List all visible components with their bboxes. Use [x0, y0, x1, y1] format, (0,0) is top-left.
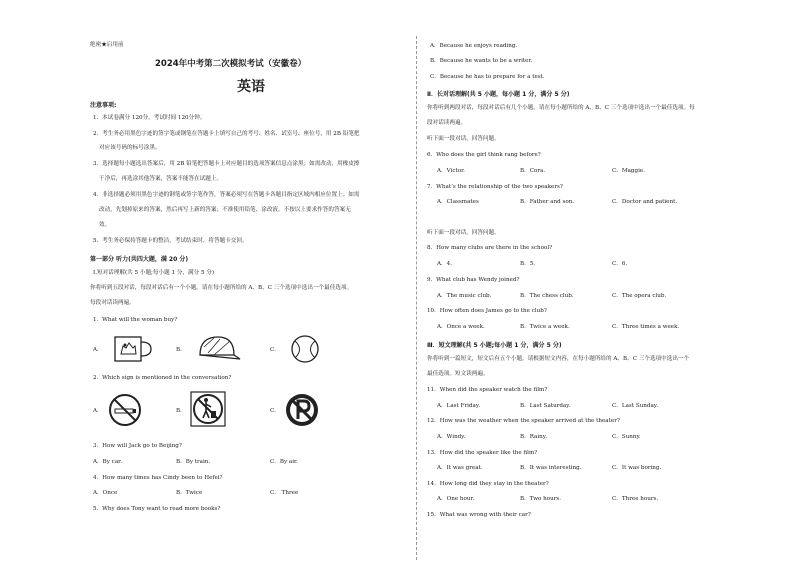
- no-smoking-icon: [108, 393, 142, 427]
- question-10-option-a[interactable]: A．Once a week.: [437, 324, 485, 330]
- note-line: 1．本试卷满分 120分，考试时间 120分钟。: [93, 115, 206, 121]
- question-10-option-c[interactable]: C．Three times a week.: [612, 324, 680, 330]
- question-15-stem: 15．What was wrong with their car?: [427, 512, 531, 518]
- question-4-option-a[interactable]: A．Once: [93, 490, 118, 496]
- question-1-option-c[interactable]: C．: [270, 347, 280, 353]
- question-5-option-b[interactable]: B．Because he wants to be a writer.: [430, 58, 533, 64]
- question-7-option-b[interactable]: B．Father and son.: [520, 199, 575, 205]
- section1-heading: Ⅰ.短对话理解(共 5 小题;每小题 1 分，满分 5 分): [93, 270, 215, 276]
- question-8-stem: 8．How many clubs are there in the school?: [427, 245, 553, 251]
- section2-heading: Ⅱ．长对话理解(共 5 小题，每小题 1 分，满分 5 分): [427, 91, 570, 98]
- question-13-option-b[interactable]: B．It was interesting.: [520, 465, 582, 471]
- question-11-option-a[interactable]: A．Last Friday.: [437, 403, 481, 409]
- notes-heading: 注意事项:: [90, 102, 117, 109]
- question-8-option-c[interactable]: C．6.: [612, 261, 628, 267]
- cap-icon: [194, 333, 242, 363]
- question-9-option-a[interactable]: A．The music club.: [437, 293, 492, 299]
- question-14-stem: 14．How long did they stay in the theater?: [427, 481, 549, 487]
- question-5-stem: 5．Why does Tony want to read more books?: [93, 506, 221, 512]
- question-10-option-b[interactable]: B．Twice a week.: [520, 324, 570, 330]
- question-3-stem: 3．How will Jack go to Beijing?: [93, 443, 182, 449]
- question-2-option-a[interactable]: A．: [93, 408, 103, 414]
- question-4-stem: 4．How many times has Cindy been to Hefei?: [93, 475, 223, 481]
- question-1-option-b[interactable]: B．: [176, 347, 186, 353]
- question-14-option-c[interactable]: C．Three hours.: [612, 496, 659, 502]
- note-line: 5．考生务必保持答题卡的整洁，考试结束时，将答题卡交回。: [93, 238, 248, 244]
- section1-instruction: 每段对话读两遍。: [90, 300, 135, 306]
- note-line: 3．选择题每小题选出答案后，用 2B 铅笔把答题卡上对应题目的选项答案信息点涂黑；如需改动，用橡皮擦: [93, 161, 360, 167]
- question-12-option-a[interactable]: A．Windy.: [437, 434, 466, 440]
- note-line: 效。: [99, 222, 111, 228]
- question-5-option-a[interactable]: A．Because he enjoys reading.: [430, 43, 518, 49]
- question-2-stem: 2．Which sign is mentioned in the conversation?: [93, 375, 232, 381]
- question-14-option-a[interactable]: A．One hour.: [437, 496, 475, 502]
- question-6-option-b[interactable]: B．Cora.: [520, 168, 546, 174]
- question-1-option-a[interactable]: A．: [93, 347, 103, 353]
- question-7-option-c[interactable]: C．Doctor and patient.: [612, 199, 678, 205]
- question-1-stem: 1．What will the woman buy?: [93, 317, 178, 323]
- section3-instruction: 最佳选项。短文读两遍。: [427, 371, 489, 377]
- question-6-option-a[interactable]: A．Victor.: [437, 168, 465, 174]
- question-9-option-c[interactable]: C．The opera club.: [612, 293, 667, 299]
- section1-instruction: 你将听到五段对话，每段对话后有一个小题。请在每小题所给的 A、B、C 三个选项中选出一个最佳选项。: [90, 285, 353, 291]
- question-10-stem: 10．How often does James go to the club?: [427, 308, 547, 314]
- section2-instruction: 段对话读两遍。: [427, 120, 467, 126]
- secret-label: 绝密★启用前: [90, 42, 124, 48]
- question-9-option-b[interactable]: B．The chess club.: [520, 293, 574, 299]
- question-12-option-b[interactable]: B．Rainy.: [520, 434, 547, 440]
- question-14-option-b[interactable]: B．Two hours.: [520, 496, 562, 502]
- section2-instruction: 你将听到两段对话，每段对话后有几个小题。请在每小题所给的 A、B、C 三个选项中选出一个最佳选项。每: [427, 105, 695, 111]
- question-6-option-c[interactable]: C．Maggie.: [612, 168, 645, 174]
- question-11-stem: 11．When did the speaker watch the film?: [427, 387, 548, 393]
- note-line: 干净后，再选涂其他答案，答案不能答在试题上。: [99, 176, 223, 182]
- question-13-option-c[interactable]: C．It was boring.: [612, 465, 662, 471]
- mug-icon: [111, 334, 153, 364]
- question-5-option-c[interactable]: C．Because he has to prepare for a test.: [430, 74, 545, 80]
- question-2-option-c[interactable]: C．: [270, 408, 280, 414]
- column-divider: [416, 36, 417, 560]
- ball-icon: [290, 334, 320, 364]
- dialogue-intro: 听下面一段对话，回答问题。: [427, 230, 500, 236]
- note-line: 改动，先划掉原来的答案，然后再写上新的答案；不准使用铅笔、涂改液，不按以上要求作答的答案无: [99, 207, 351, 213]
- question-13-option-a[interactable]: A．It was great.: [437, 465, 483, 471]
- question-12-stem: 12．How was the weather when the speaker arrived at the theater?: [427, 418, 620, 424]
- question-9-stem: 9．What club has Wendy joined?: [427, 277, 520, 283]
- note-line: 对应该号码的标号涂黑。: [99, 145, 161, 151]
- question-6-stem: 6．Who does the girl think rang before?: [427, 152, 541, 158]
- question-13-stem: 13．How did the speaker like the film?: [427, 450, 538, 456]
- question-11-option-b[interactable]: B．Last Saturday.: [520, 403, 571, 409]
- question-3-option-b[interactable]: B．By train.: [176, 459, 211, 465]
- note-line: 2．考生务必用黑色字迹的签字笔或钢笔在答题卡上填写自己的考号、姓名、试室号、座位号，用 2B 铅笔把: [93, 131, 360, 137]
- question-12-option-c[interactable]: C．Sunny.: [612, 434, 641, 440]
- dialogue-intro: 听下面一段对话，回答问题。: [427, 136, 500, 142]
- question-4-option-b[interactable]: B．Twice: [176, 490, 203, 496]
- question-3-option-c[interactable]: C．By air.: [270, 459, 298, 465]
- no-littering-icon: [190, 391, 226, 427]
- question-8-option-b[interactable]: B．5.: [520, 261, 536, 267]
- no-parking-icon: [284, 392, 320, 428]
- part1-heading: 第一部分 听力(共四大题，满 20 分): [90, 256, 189, 263]
- question-2-option-b[interactable]: B．: [176, 408, 186, 414]
- section3-instruction: 你将听到一篇短文，短文后有五个小题。请根据短文内容，在每小题所给的 A、B、C 三个选项中选出一个: [427, 356, 690, 362]
- question-4-option-c[interactable]: C． Three: [270, 490, 299, 496]
- section3-heading: Ⅲ．短文理解(共 5 小题;每小题 1 分，满分 5 分): [427, 342, 562, 349]
- note-line: 4．非选择题必须用黑色字迹的钢笔或签字笔作答，答案必须写在答题卡各题目指定区域内相应位置上；如需: [93, 192, 360, 198]
- question-7-option-a[interactable]: A．Classmates: [437, 199, 479, 205]
- question-8-option-a[interactable]: A．4.: [437, 261, 452, 267]
- question-11-option-c[interactable]: C．Last Sunday.: [612, 403, 658, 409]
- exam-title: 2024年中考第二次模拟考试（安徽卷）: [155, 59, 307, 69]
- question-7-stem: 7．What’s the relationship of the two speakers?: [427, 184, 563, 190]
- question-3-option-a[interactable]: A．By car.: [93, 459, 122, 465]
- subject-title: 英语: [237, 79, 265, 95]
